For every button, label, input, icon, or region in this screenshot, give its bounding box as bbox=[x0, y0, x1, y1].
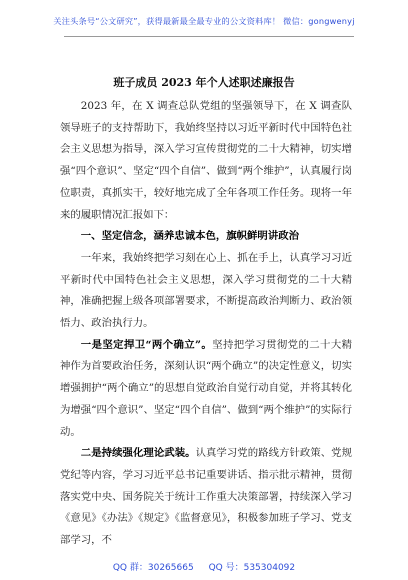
document-title: 班子成员 2023 年个人述职述廉报告 bbox=[113, 76, 295, 89]
section-1-subpoint-1 bbox=[60, 335, 352, 444]
document-body bbox=[60, 96, 352, 552]
qq-group-number: QQ 群：30265665 bbox=[112, 563, 194, 573]
subpoint-2-text: 认真学习党的路线方针政策、党规党纪等内容，学习习近平总书记重要讲话、指示批示精神，贯彻落实党中央、国务院关于统计工作重大决策部署，持续深入学习《意见》《办法》《规定》《监督意见》，积极参加班子学习、党支部学习，不 bbox=[60, 447, 353, 547]
footer-banner bbox=[0, 560, 408, 573]
subpoint-1-text: 坚持把学习贯彻党的二十大精神作为首要政治任务，深刻认识“两个确立”的决定性意义，切实增强拥护“两个确立”的思想自觉政治自觉行动自觉，并将其转化为增强“四个意识”、坚定“四个自信”、做到“两个维护”的实际行动。 bbox=[60, 338, 353, 438]
header-divider bbox=[64, 36, 354, 37]
subpoint-2-label: 二是持续强化理论武装。 bbox=[80, 447, 196, 460]
subpoint-1-label: 一是坚定捍卫“两个确立”。 bbox=[80, 338, 213, 351]
section-1-paragraph: 一年来，我始终把学习刻在心上、抓在手上，认真学习习近平新时代中国特色社会主义思想，深入学习贯彻党的二十大精神，准确把握上级各项部署要求，不断提高政治判断力、政治领悟力、政治执行力。 bbox=[60, 251, 352, 330]
qq-number: QQ 号：535304092 bbox=[208, 563, 296, 573]
section-1-heading: 一、坚定信念，涵养忠诚本色，旗帜鲜明讲政治 bbox=[80, 230, 299, 243]
intro-paragraph: 2023 年，在 X 调查总队党组的坚强领导下，在 X 调查队领导班子的支持帮助下，我始终坚持以习近平新时代中国特色社会主义思想为指导，深入学习宣传贯彻党的二十大精神，切实增强“四个意识”、坚定“四个自信”、做到“两个维护”，认真履行岗位职责，真抓实干，较好地完成了全年各项工作任务。现将一年来的履职情况汇报如下： bbox=[60, 100, 352, 221]
section-1-subpoint-2 bbox=[60, 443, 352, 552]
header-banner: 关注头条号“公文研究”，获得最新最全最专业的公文资料库！ 微信：gongwenyj bbox=[53, 16, 355, 26]
